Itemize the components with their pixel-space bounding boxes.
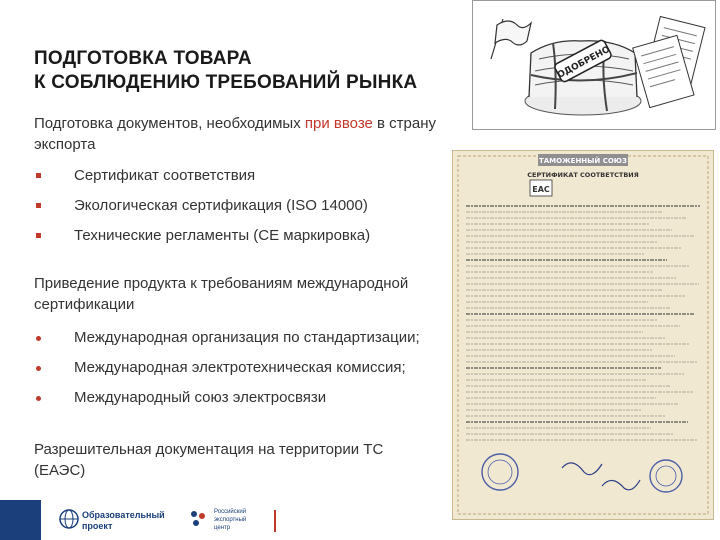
documents-list bbox=[34, 167, 454, 245]
section-documents-intro: Подготовка документов, необходимых при ввозе в страну экспорта bbox=[34, 115, 437, 153]
rec-star-icon bbox=[186, 506, 210, 530]
section-ts-docs: Разрешительная документация на территории ТС (ЕАЭС) bbox=[34, 441, 384, 479]
certificate-image bbox=[452, 150, 714, 520]
certificate-title: СЕРТИФИКАТ СООТВЕТСТВИЯ bbox=[527, 171, 639, 179]
eac-mark: ЕАС bbox=[532, 185, 550, 194]
title-line-2: К СОБЛЮДЕНИЮ ТРЕБОВАНИЙ РЫНКА bbox=[34, 72, 418, 93]
illustration-documents bbox=[472, 0, 716, 130]
square-bullet-icon bbox=[36, 173, 41, 178]
list-item: Технические регламенты (CE маркировка) bbox=[34, 227, 454, 245]
list-item: Сертификат соответствия bbox=[34, 167, 454, 185]
certificate-header: ТАМОЖЕННЫЙ СОЮЗ bbox=[538, 157, 628, 165]
square-bullet-icon bbox=[36, 203, 41, 208]
dot-bullet-icon bbox=[36, 336, 41, 341]
documents-bundle-icon bbox=[473, 1, 715, 129]
certification-list bbox=[34, 329, 454, 407]
footer bbox=[0, 500, 720, 540]
page-title bbox=[34, 47, 417, 95]
rec-logo: Российский экспортный центр bbox=[186, 506, 276, 536]
globe-icon bbox=[58, 508, 80, 530]
list-item: Международный союз электросвязи bbox=[34, 389, 454, 407]
dot-bullet-icon bbox=[36, 396, 41, 401]
list-item: Международная организация по стандартизации; bbox=[34, 329, 454, 347]
list-item: Международная электротехническая комиссия; bbox=[34, 359, 454, 377]
content-area bbox=[34, 113, 454, 481]
approved-tag-text: ОДОБРЕНО bbox=[555, 44, 612, 81]
highlight-import: при ввозе bbox=[304, 115, 373, 132]
footer-divider bbox=[274, 510, 276, 532]
certificate-document-icon bbox=[452, 150, 714, 520]
list-item: Экологическая сертификация (ISO 14000) bbox=[34, 197, 454, 215]
dot-bullet-icon bbox=[36, 366, 41, 371]
title-line-1: ПОДГОТОВКА ТОВАРА bbox=[34, 48, 252, 69]
section-certification-intro: Приведение продукта к требованиям международной сертификации bbox=[34, 275, 409, 313]
square-bullet-icon bbox=[36, 233, 41, 238]
education-project-logo: Образовательный проект bbox=[58, 508, 168, 534]
footer-brand-block bbox=[0, 500, 41, 540]
